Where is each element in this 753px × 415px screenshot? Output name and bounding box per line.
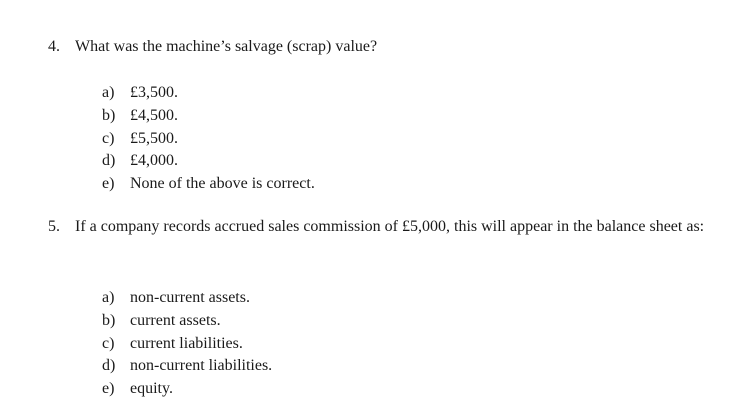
option-d (102, 150, 315, 173)
question-text: What was the machine’s salvage (scrap) value? (75, 38, 378, 55)
option-a (102, 82, 315, 105)
option-letter: b) (102, 311, 116, 329)
option-text: current assets. (130, 311, 221, 329)
option-letter: c) (102, 129, 115, 147)
option-a (102, 287, 272, 310)
question-text: If a company records accrued sales commission of £5,000, this will appear in the balance sheet as: (75, 218, 705, 235)
option-letter: e) (102, 175, 115, 193)
question-stem (48, 36, 708, 58)
answer-options (102, 82, 315, 196)
option-d (102, 355, 272, 378)
option-text: £4,000. (130, 152, 178, 170)
option-text: non-current assets. (130, 289, 250, 306)
option-e (102, 173, 315, 196)
option-text: current liabilities. (130, 334, 243, 352)
option-text: None of the above is correct. (130, 175, 315, 193)
question-number: 4. (48, 38, 60, 55)
option-letter: c) (102, 334, 115, 352)
option-text: £3,500. (130, 84, 178, 101)
option-text: equity. (130, 380, 173, 398)
option-e (102, 378, 272, 401)
answer-options (102, 287, 272, 401)
option-b (102, 105, 315, 128)
question-4 (48, 36, 708, 193)
option-letter: e) (102, 380, 115, 398)
option-letter: d) (102, 152, 116, 170)
option-text: £4,500. (130, 106, 178, 124)
option-b (102, 310, 272, 333)
question-number: 5. (48, 218, 60, 235)
question-stem (48, 216, 708, 238)
option-text: £5,500. (130, 129, 178, 147)
option-c (102, 128, 315, 151)
option-letter: a) (102, 289, 115, 306)
option-text: non-current liabilities. (130, 357, 273, 375)
option-c (102, 333, 272, 356)
option-letter: a) (102, 84, 115, 101)
option-letter: b) (102, 106, 116, 124)
option-letter: d) (102, 357, 116, 375)
question-5 (48, 216, 708, 398)
